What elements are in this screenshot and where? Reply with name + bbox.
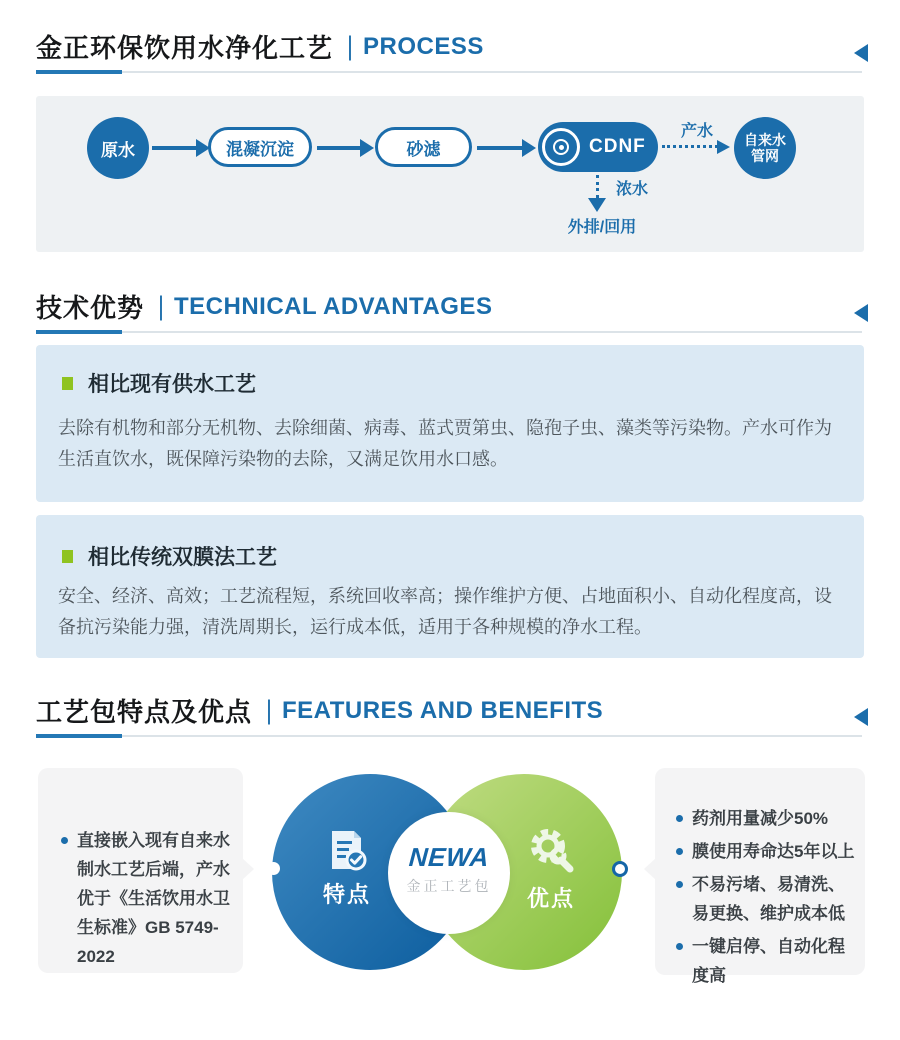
flow-node-sand-filter: 砂滤 (375, 127, 472, 167)
pipe-network-line2: 管网 (751, 148, 779, 164)
list-item: 一键启停、自动化程度高 (675, 932, 857, 990)
label-discharge-reuse: 外排/回用 (567, 219, 637, 236)
flow-node-cdnf (538, 122, 658, 172)
pipe-network-line1: 自来水 (744, 132, 786, 148)
card-title: 相比传统双膜法工艺 (88, 546, 277, 569)
gear-wrench-icon (525, 824, 577, 876)
tech-title-zh: 技术优势 (36, 293, 145, 323)
features-left-box (38, 768, 243, 973)
card-title: 相比现有供水工艺 (88, 373, 256, 396)
process-title-zh: 金正环保饮用水净化工艺 (36, 33, 334, 63)
tech-title-en: TECHNICAL ADVANTAGES (174, 292, 493, 320)
flow-node-coagulation: 混凝沉淀 (208, 127, 312, 167)
newa-logo: NEWA (407, 842, 491, 872)
venn-right-label: 优点 (526, 886, 575, 911)
venn-left-label: 特点 (322, 882, 371, 907)
list-item: 不易污堵、易清洗、易更换、维护成本低 (675, 870, 857, 928)
dotted-arrow-right-icon (662, 145, 718, 148)
header-underline (38, 71, 862, 73)
features-right-box (655, 768, 865, 985)
section-header-features (36, 692, 864, 752)
label-product-water: 产水 (680, 123, 713, 140)
header-underline (38, 735, 862, 737)
newa-logo-subtitle: 金正工艺包 (406, 878, 492, 894)
list-item: 药剂用量减少50% (675, 804, 857, 833)
venn-center-circle (388, 812, 510, 934)
title-separator: | (347, 30, 353, 61)
cdnf-label: CDNF (589, 136, 646, 157)
title-separator: | (266, 694, 272, 725)
features-title-en: FEATURES AND BENEFITS (282, 696, 604, 724)
square-bullet-icon (62, 377, 73, 390)
features-title-zh: 工艺包特点及优点 (36, 697, 253, 727)
header-underline-accent (36, 70, 122, 74)
header-underline-accent (36, 734, 122, 738)
connector-dot-right (612, 861, 628, 877)
header-underline-accent (36, 330, 122, 334)
flow-node-raw-water: 原水 (87, 117, 149, 179)
section-header-tech (36, 288, 864, 348)
checklist-icon (324, 826, 372, 874)
section-header-process (36, 28, 864, 88)
triangle-left-icon (854, 708, 868, 726)
flow-node-pipe-network (734, 117, 796, 179)
card-body: 去除有机物和部分无机物、去除细菌、病毒、蓝式贾第虫、隐孢子虫、藻类等污染物。产水可作为生活直饮水，既保障污染物的去除，又满足饮用水口感。 (58, 418, 832, 469)
arrow-right-icon (317, 146, 361, 150)
list-item: 直接嵌入现有自来水制水工艺后端，产水优于《生活饮用水卫生标准》GB 5749-2022 (60, 826, 231, 971)
card-body: 安全、经济、高效；工艺流程短，系统回收率高；操作维护方便、占地面积小、自动化程度高，设备抗污染能力强，清洗周期长，运行成本低，适用于各种规模的净水工程。 (58, 586, 832, 637)
square-bullet-icon (62, 550, 73, 563)
advantage-card-double-membrane (36, 515, 864, 658)
advantage-card-supply (36, 345, 864, 502)
title-separator: | (158, 290, 164, 321)
connector-dot-left (267, 862, 280, 875)
arrow-down-head-icon (588, 198, 606, 212)
process-flow-panel (36, 96, 864, 252)
process-title-en: PROCESS (363, 32, 484, 60)
arrow-right-icon (477, 146, 523, 150)
dotted-arrow-down-icon (596, 175, 599, 198)
membrane-icon (542, 128, 580, 166)
triangle-left-icon (854, 304, 868, 322)
arrow-right-icon (152, 146, 197, 150)
triangle-left-icon (854, 44, 868, 62)
label-concentrate-water: 浓水 (616, 181, 649, 198)
list-item: 膜使用寿命达5年以上 (675, 837, 857, 866)
header-underline (38, 331, 862, 333)
